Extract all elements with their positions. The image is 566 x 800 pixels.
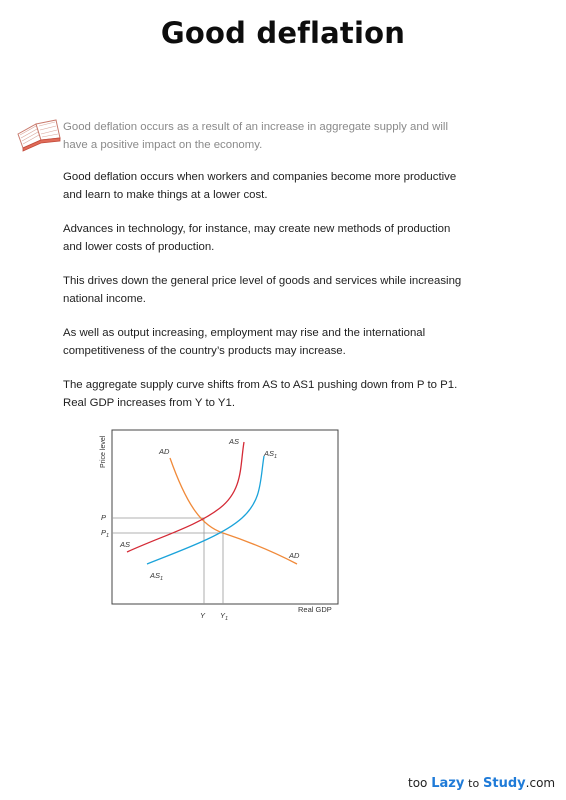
plot-frame [112,430,338,604]
logo-lazy: Lazy [431,776,465,791]
paragraph: Advances in technology, for instance, may create new methods of production and lower costs of production. [63,223,451,253]
tick-p1: $P_1$ [101,528,110,539]
tick-p: P [101,513,107,522]
paragraph: As well as output increasing, employment may rise and the international competitiveness of the country’s products may increase. [63,327,426,357]
logo-too: too [408,776,428,790]
tick-y1: $Y_1$ [220,611,229,622]
as-ad-diagram [92,426,352,626]
logo-to: to [468,777,480,790]
as1-curve [147,456,264,564]
xlabel: Real GDP [298,605,332,614]
label-ad-right: AD [289,551,300,560]
ylabel: Price level [100,435,107,468]
intro-text: Good deflation occurs as a result of an increase in aggregate supply and will have a positive impact on the economy. [63,121,448,151]
site-logo[interactable] [408,776,555,791]
page-title: Good deflation [160,16,406,50]
label-as-left: AS [120,540,131,549]
label-as1-left: $AS_1$ [150,571,164,582]
open-book-icon [14,112,64,152]
label-ad-top: AD [159,447,170,456]
guide-lines [112,518,223,604]
paragraph: Good deflation occurs when workers and companies become more productive and learn to make things at a lower cost. [63,171,457,201]
label-as-top: AS [229,437,240,446]
logo-study: Study [483,776,526,791]
ad-curve [170,458,297,564]
as-curve [127,442,244,552]
paragraph: This drives down the general price level of goods and services while increasing national income. [63,275,462,305]
tick-y: Y [200,611,206,620]
logo-com: .com [525,776,556,790]
label-as1-top: $AS_1$ [264,449,278,460]
paragraph: The aggregate supply curve shifts from AS to AS1 pushing down from P to P1. Real GDP increases from Y to Y1. [63,379,458,409]
